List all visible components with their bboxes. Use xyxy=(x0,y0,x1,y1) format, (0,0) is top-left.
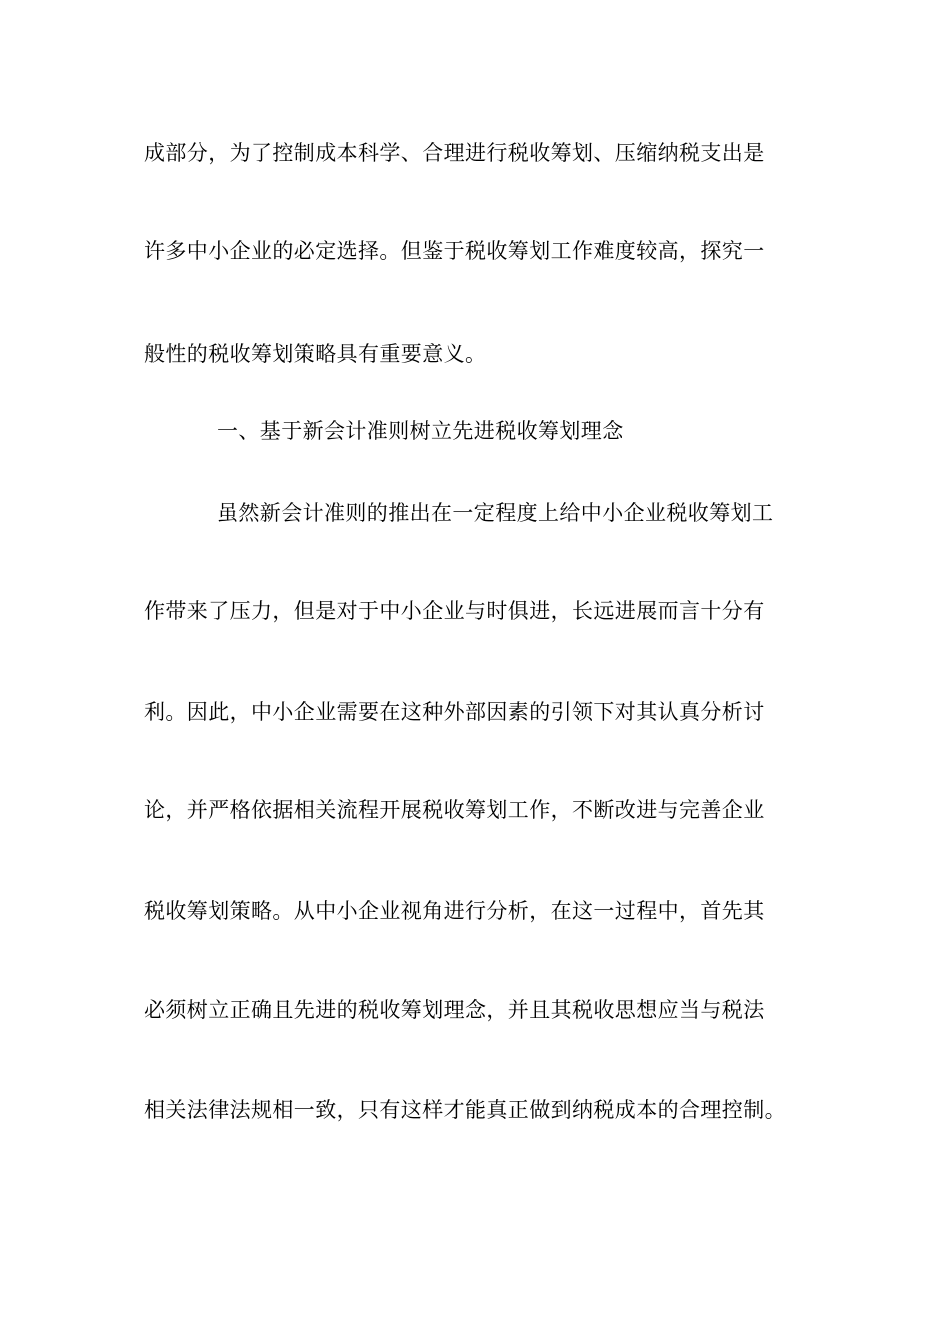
text-line: 作带来了压力，但是对于中小企业与时俱进，长远进展而言十分有 xyxy=(144,599,765,623)
text-line: 必须树立正确且先进的税收筹划理念，并且其税收思想应当与税法 xyxy=(144,998,765,1022)
text-line: 成部分，为了控制成本科学、合理进行税收筹划、压缩纳税支出是 xyxy=(144,141,765,165)
text-line: 般性的税收筹划策略具有重要意义。 xyxy=(144,342,487,366)
text-line: 相关法律法规相一致，只有这样才能真正做到纳税成本的合理控制。 xyxy=(144,1098,786,1122)
section-heading: 一、基于新会计准则树立先进税收筹划理念 xyxy=(217,419,624,443)
text-line: 税收筹划策略。从中小企业视角进行分析，在这一过程中，首先其 xyxy=(144,899,765,923)
text-line: 论，并严格依据相关流程开展税收筹划工作，不断改进与完善企业 xyxy=(144,798,765,822)
text-line: 许多中小企业的必定选择。但鉴于税收筹划工作难度较高，探究一 xyxy=(144,239,765,263)
text-line: 利。因此，中小企业需要在这种外部因素的引领下对其认真分析讨 xyxy=(144,700,765,724)
text-line: 虽然新会计准则的推出在一定程度上给中小企业税收筹划工 xyxy=(217,501,774,525)
